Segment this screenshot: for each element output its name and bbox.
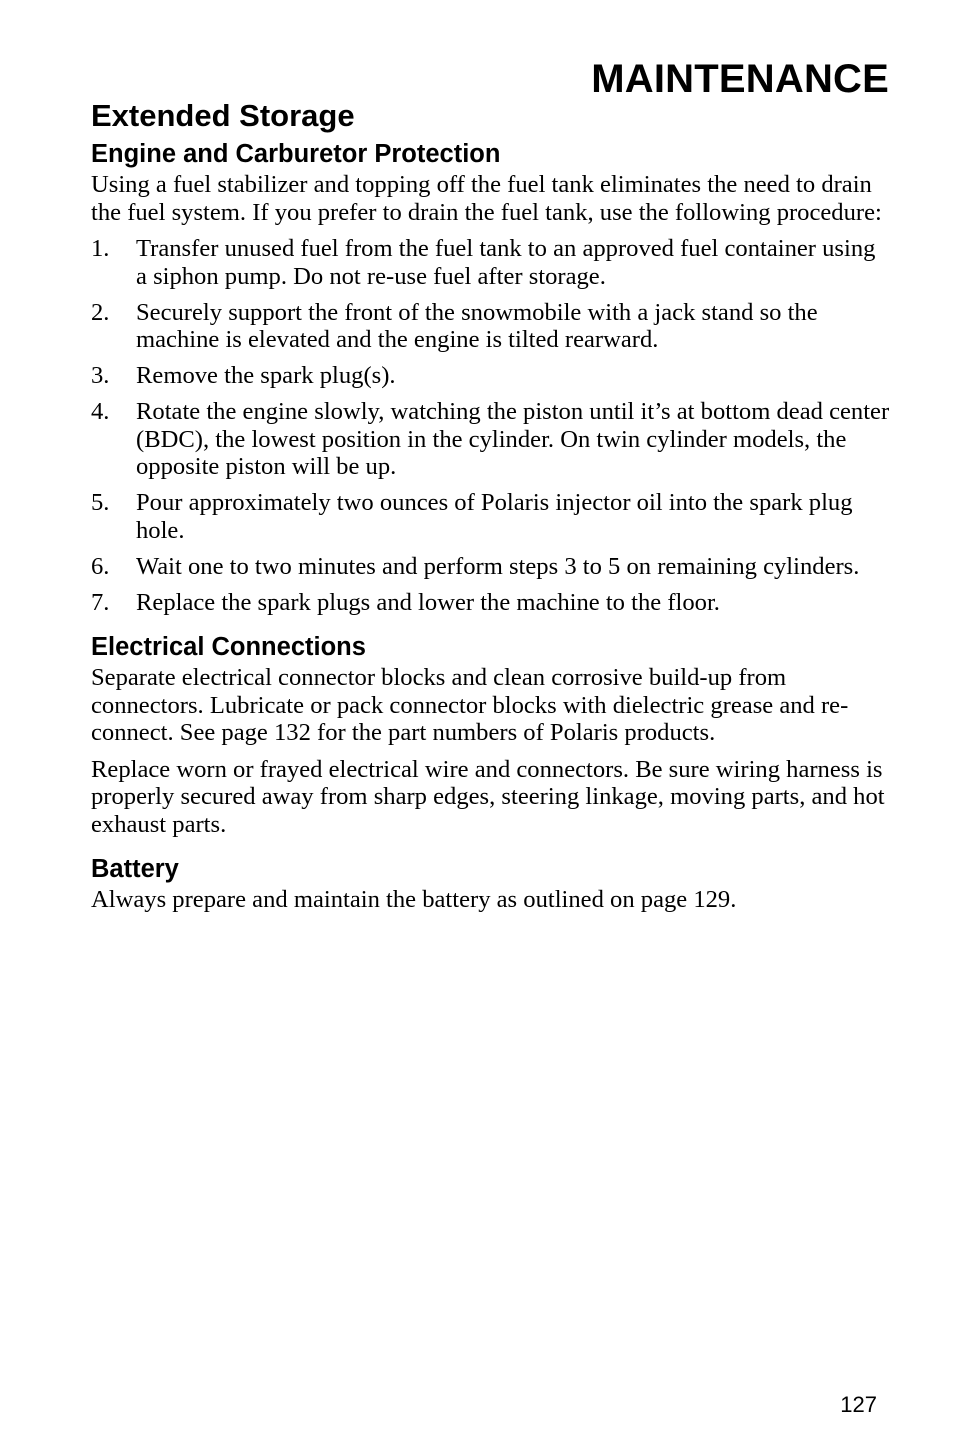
step-text: Wait one to two minutes and perform steps 3 to 5 on remaining cylinders. bbox=[136, 552, 860, 580]
engine-heading: Engine and Carburetor Protection bbox=[91, 140, 501, 168]
step-number: 7. bbox=[91, 588, 110, 616]
step-number: 6. bbox=[91, 552, 110, 580]
list-item bbox=[91, 489, 891, 544]
step-text: Securely support the front of the snowmobile with a jack stand so the machine is elevated and the engine is tilted rearward. bbox=[136, 298, 818, 353]
list-item bbox=[91, 398, 891, 481]
step-number: 4. bbox=[91, 398, 110, 425]
step-text: Replace the spark plugs and lower the machine to the floor. bbox=[136, 588, 720, 616]
list-item bbox=[91, 589, 891, 617]
list-item bbox=[91, 362, 891, 390]
battery-text: Always prepare and maintain the battery as outlined on page 129. bbox=[91, 886, 737, 913]
battery-heading: Battery bbox=[91, 855, 179, 883]
electrical-heading: Electrical Connections bbox=[91, 633, 366, 661]
step-number: 1. bbox=[91, 235, 110, 262]
manual-page bbox=[91, 0, 891, 1454]
step-text: Rotate the engine slowly, watching the piston until it’s at bottom dead center (BDC), the lowest position in the cylinder. On twin cylinder models, the opposite piston will be up. bbox=[136, 398, 890, 480]
list-item bbox=[91, 235, 891, 290]
step-number: 3. bbox=[91, 362, 110, 389]
page-content bbox=[91, 137, 891, 914]
engine-section bbox=[91, 137, 891, 616]
electrical-section bbox=[91, 630, 891, 838]
list-item bbox=[91, 553, 891, 581]
battery-section bbox=[91, 852, 891, 914]
section-title: Extended Storage bbox=[91, 98, 355, 133]
step-number: 2. bbox=[91, 298, 110, 326]
list-item bbox=[91, 299, 891, 354]
electrical-paragraph: Replace worn or frayed electrical wire and connectors. Be sure wiring harness is properly secured away from sharp edges, steering linkage, moving parts, and hot exhaust parts. bbox=[91, 755, 885, 838]
procedure-steps bbox=[91, 235, 891, 616]
step-text: Transfer unused fuel from the fuel tank to an approved fuel container using a siphon pump. Do not re-use fuel after storage. bbox=[136, 235, 876, 290]
engine-intro: Using a fuel stabilizer and topping off the fuel tank eliminates the need to drain the fuel system. If you prefer to drain the fuel tank, use the following procedure: bbox=[91, 171, 882, 226]
chapter-title: MAINTENANCE bbox=[591, 57, 889, 101]
page-number: 127 bbox=[840, 1392, 877, 1417]
step-text: Pour approximately two ounces of Polaris injector oil into the spark plug hole. bbox=[136, 489, 853, 544]
step-text: Remove the spark plug(s). bbox=[136, 362, 396, 389]
step-number: 5. bbox=[91, 489, 110, 516]
electrical-paragraph: Separate electrical connector blocks and clean corrosive build-up from connectors. Lubricate or pack connector blocks with dielectric grease and re-connect. See page 132 for the part numbers of Polaris products. bbox=[91, 664, 849, 746]
